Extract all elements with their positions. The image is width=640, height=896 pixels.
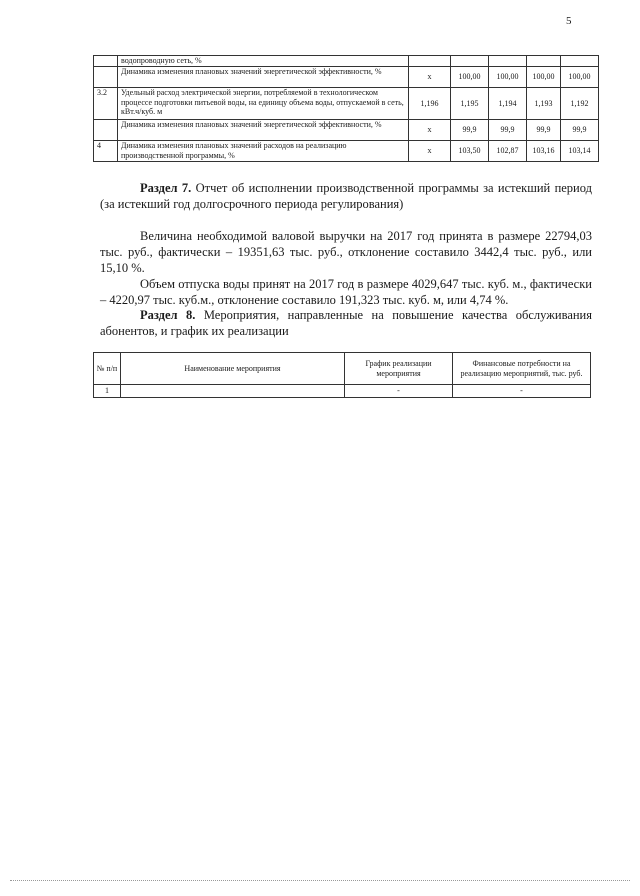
section-7-title: Отчет об исполнении производственной программы за истекший период (за истекший год долгосрочного периода регулирования) — [100, 181, 592, 211]
year-value: 100,00 — [489, 67, 527, 88]
year-value: 103,50 — [451, 141, 489, 162]
base-value — [409, 56, 451, 67]
base-value: х — [409, 120, 451, 141]
year-value: 100,00 — [561, 67, 599, 88]
year-value — [489, 56, 527, 67]
section-8-title: Мероприятия, направленные на повышение качества обслуживания абонентов, и график их реализации — [100, 308, 592, 338]
table-row — [94, 141, 599, 162]
year-value: 1,193 — [527, 88, 561, 120]
section-7-number: Раздел 7. — [140, 181, 192, 195]
indicator-name: Динамика изменения плановых значений энергетической эффективности, % — [118, 67, 409, 88]
indicator-name: Динамика изменения плановых значений расходов на реализацию производственной программы, % — [118, 141, 409, 162]
year-value — [561, 56, 599, 67]
table-header-row — [94, 353, 591, 385]
year-value: 100,00 — [451, 67, 489, 88]
base-value: 1,196 — [409, 88, 451, 120]
section-8-heading — [100, 307, 592, 339]
row-number — [94, 56, 118, 67]
measure-schedule: - — [345, 385, 453, 398]
column-header-number: № п/п — [94, 353, 121, 385]
year-value: 1,195 — [451, 88, 489, 120]
year-value: 1,194 — [489, 88, 527, 120]
energy-efficiency-table — [93, 55, 599, 162]
table-row — [94, 385, 591, 398]
year-value — [527, 56, 561, 67]
year-value: 99,9 — [451, 120, 489, 141]
water-volume-paragraph: Объем отпуска воды принят на 2017 год в размере 4029,647 тыс. куб. м., фактически – 4220,97 тыс. куб.м., отклонение составило 191,323 тыс. куб. м, или 4,74 %. — [100, 277, 592, 307]
row-number: 3.2 — [94, 88, 118, 120]
year-value: 99,9 — [527, 120, 561, 141]
footer-divider — [10, 880, 630, 881]
section-8 — [100, 307, 592, 339]
column-header-schedule: График реализации мероприятия — [345, 353, 453, 385]
year-value: 103,14 — [561, 141, 599, 162]
row-number: 1 — [94, 385, 121, 398]
table-row — [94, 67, 599, 88]
row-number — [94, 67, 118, 88]
year-value — [451, 56, 489, 67]
base-value: х — [409, 141, 451, 162]
indicator-name: Удельный расход электрической энергии, потребляемой в технологическом процессе подготовки питьевой воды, на единицу объема воды, отпускаемой в сеть, кВт.ч/куб. м — [118, 88, 409, 120]
section-8-number: Раздел 8. — [140, 308, 196, 322]
measure-finance: - — [453, 385, 591, 398]
column-header-name: Наименование мероприятия — [121, 353, 345, 385]
year-value: 99,9 — [561, 120, 599, 141]
year-value: 102,87 — [489, 141, 527, 162]
table-row — [94, 88, 599, 120]
base-value: х — [409, 67, 451, 88]
row-number: 4 — [94, 141, 118, 162]
revenue-paragraph: Величина необходимой валовой выручки на 2017 год принята в размере 22794,03 тыс. руб., фактически – 19351,63 тыс. руб., отклонение составило 3442,4 тыс. руб., или 15,10 %. — [100, 229, 592, 275]
table-row — [94, 56, 599, 67]
table-row — [94, 120, 599, 141]
year-value: 99,9 — [489, 120, 527, 141]
column-header-finance: Финансовые потребности на реализацию мероприятий, тыс. руб. — [453, 353, 591, 385]
year-value: 100,00 — [527, 67, 561, 88]
section-7-heading — [100, 180, 592, 212]
indicator-name: Динамика изменения плановых значений энергетической эффективности, % — [118, 120, 409, 141]
section-7 — [100, 180, 592, 308]
measures-table — [93, 352, 591, 398]
year-value: 103,16 — [527, 141, 561, 162]
indicator-name: водопроводную сеть, % — [118, 56, 409, 67]
year-value: 1,192 — [561, 88, 599, 120]
page-number: 5 — [566, 15, 572, 27]
measure-name — [121, 385, 345, 398]
row-number — [94, 120, 118, 141]
